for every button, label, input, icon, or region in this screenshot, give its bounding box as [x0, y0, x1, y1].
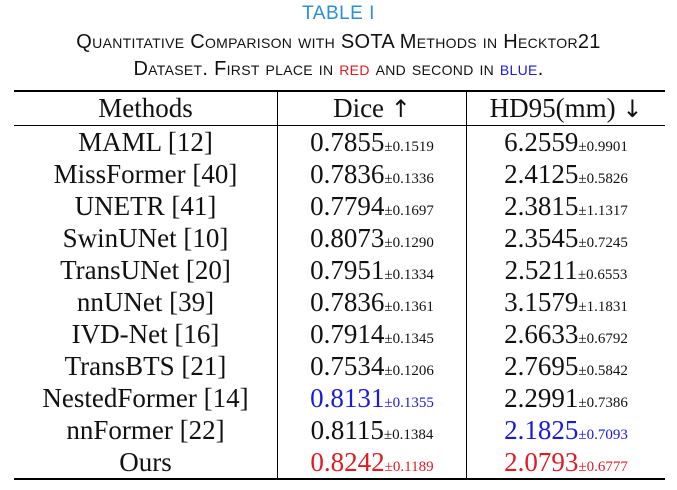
dice-value: 0.8115	[310, 415, 384, 445]
dice-std: ±0.1189	[384, 459, 434, 475]
hd95-value: 2.1825	[504, 415, 579, 445]
header-methods: Methods	[98, 93, 193, 123]
hd95-std: ±0.7245	[578, 235, 628, 251]
method-name: TransUNet [20]	[60, 255, 231, 285]
hd95-value: 2.4125	[504, 159, 579, 189]
method-name: nnUNet [39]	[76, 287, 215, 317]
method-name: nnFormer [22]	[66, 415, 225, 445]
table-row	[14, 286, 665, 318]
table-row	[14, 318, 665, 350]
header-hd95	[467, 92, 665, 125]
table-row	[14, 350, 665, 382]
dice-std: ±0.1345	[384, 331, 434, 347]
hd95-std: ±0.6553	[577, 267, 628, 283]
method-name: SwinUNet [10]	[62, 223, 229, 253]
hd95-value: 2.2991	[504, 383, 579, 413]
table-header-row	[14, 92, 665, 124]
hd95-std: ±0.9901	[578, 139, 628, 155]
caption-middle: and second in	[369, 58, 500, 80]
dice-std: ±0.1361	[384, 299, 434, 315]
caption-red-word: red	[339, 58, 370, 80]
dice-value: 0.7836	[310, 287, 385, 317]
caption-prefix: Dataset. First place in	[133, 58, 340, 80]
dice-std: ±0.1355	[384, 395, 434, 411]
dice-std: ±0.1334	[384, 267, 434, 283]
hd95-value: 3.1579	[504, 287, 579, 317]
table-row	[14, 382, 665, 414]
hd95-value: 2.3815	[504, 191, 579, 221]
table-label	[0, 3, 677, 25]
dice-value: 0.7951	[310, 255, 385, 285]
dice-std: ±0.1336	[384, 171, 434, 187]
hd95-value: 6.2559	[504, 127, 579, 157]
dice-std: ±0.1384	[383, 427, 434, 443]
dice-std: ±0.1290	[384, 235, 434, 251]
header-dice-label: Dice	[333, 93, 385, 123]
dice-value: 0.7914	[310, 319, 385, 349]
table-row	[14, 446, 665, 478]
method-name: Ours	[119, 447, 172, 477]
dice-value: 0.8242	[310, 447, 385, 477]
dice-std: ±0.1697	[384, 203, 434, 219]
hd95-value: 2.0793	[504, 447, 579, 477]
hd95-std: ±0.7386	[578, 395, 628, 411]
dice-std: ±0.1519	[384, 139, 434, 155]
hd95-std: ±0.6777	[578, 459, 628, 475]
header-dice	[278, 92, 466, 125]
dice-value: 0.8073	[310, 223, 385, 253]
hd95-std: ±0.6792	[578, 331, 628, 347]
hd95-cell	[467, 446, 665, 483]
method-name: MAML [12]	[78, 127, 213, 157]
dice-value: 0.7794	[310, 191, 385, 221]
dice-value: 0.7855	[310, 127, 385, 157]
hd95-value: 2.3545	[504, 223, 579, 253]
table-row	[14, 126, 665, 158]
hd95-value: 2.7695	[504, 351, 579, 381]
table-row	[14, 190, 665, 222]
caption-blue-word: blue	[499, 58, 538, 80]
hd95-std: ±0.7093	[578, 427, 628, 443]
table-row	[14, 254, 665, 286]
method-name: UNETR [41]	[74, 191, 217, 221]
caption-line-1-text: Quantitative Comparison with SOTA Methods in Hecktor21	[76, 31, 601, 53]
header-hd95-label: HD95(mm)	[489, 93, 616, 123]
method-name: TransBTS [21]	[64, 351, 227, 381]
method-name: IVD-Net [16]	[71, 319, 220, 349]
up-arrow-icon: ↑	[390, 95, 411, 123]
hd95-std: ±1.1831	[578, 299, 628, 315]
hd95-std: ±1.1317	[578, 203, 628, 219]
caption-line-1	[0, 31, 677, 54]
dice-value: 0.7534	[310, 351, 385, 381]
hd95-std: ±0.5842	[578, 363, 628, 379]
table-row	[14, 414, 665, 446]
method-name: NestedFormer [14]	[42, 383, 249, 413]
caption-line-2	[0, 58, 677, 81]
hd95-std: ±0.5826	[578, 171, 628, 187]
down-arrow-icon: ↓	[622, 95, 643, 123]
table-label-text: TABLE I	[302, 3, 375, 24]
table-row	[14, 222, 665, 254]
hd95-value: 2.5211	[504, 255, 578, 285]
hd95-value: 2.6633	[504, 319, 579, 349]
dice-value: 0.7836	[310, 159, 385, 189]
caption-line-2-text	[133, 58, 543, 80]
dice-value: 0.8131	[310, 383, 385, 413]
caption-end: .	[537, 58, 544, 80]
table-row	[14, 158, 665, 190]
method-name: MissFormer [40]	[53, 159, 238, 189]
dice-cell	[278, 446, 466, 483]
dice-std: ±0.1206	[384, 363, 434, 379]
